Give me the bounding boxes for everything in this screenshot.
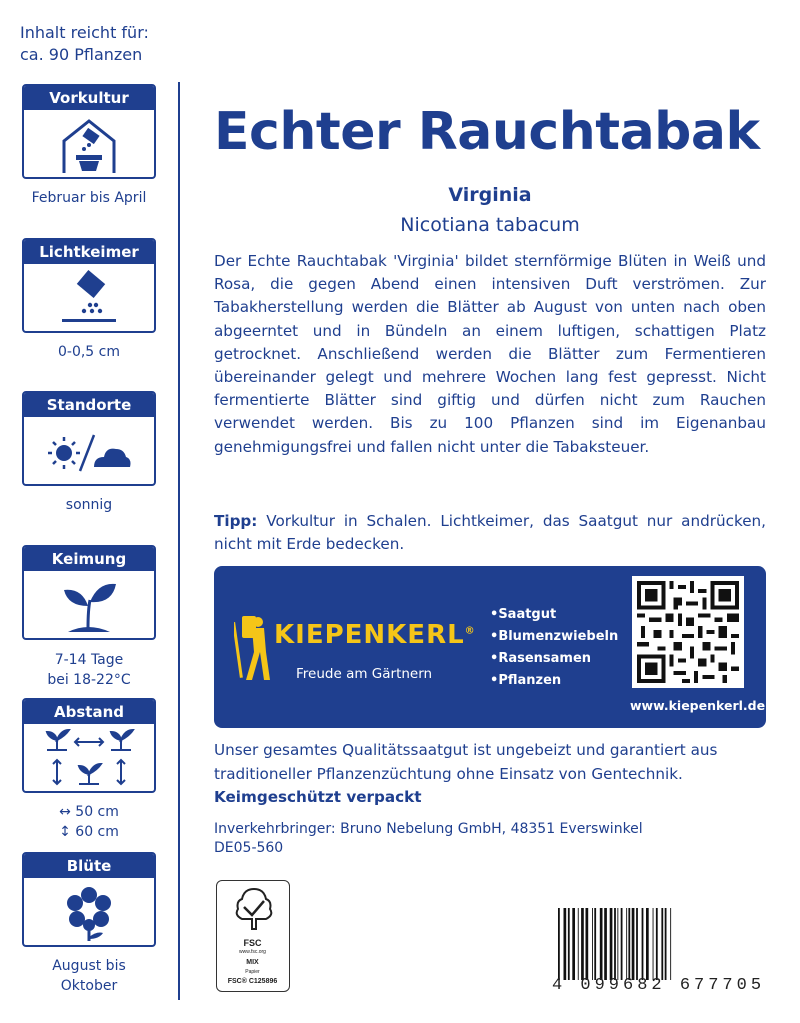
list-item: • Pflanzen — [490, 670, 618, 692]
info-caption-keimung — [0, 650, 178, 690]
fsc-code: FSC® C125896 — [227, 978, 278, 985]
sun-cloud-icon — [24, 419, 154, 484]
barcode-bar — [665, 908, 667, 980]
barcode-bar — [626, 908, 627, 980]
info-box-keimung — [22, 545, 156, 640]
barcode-bar — [670, 908, 671, 980]
info-box-vorkultur — [22, 84, 156, 179]
info-caption-standorte: sonnig — [65, 497, 113, 513]
info-caption-line: 7-14 Tage — [54, 652, 124, 668]
content-info — [20, 22, 149, 66]
seeds-on-surface-icon — [24, 266, 154, 331]
registered-mark: ® — [464, 625, 476, 637]
product-latin-name: Nicotiana tabacum — [400, 214, 580, 236]
tip-text: Vorkultur in Schalen. Lichtkeimer, das Saatgut nur andrücken, nicht mit Erde bedecken. — [214, 512, 766, 553]
quality-statement: Unser gesamtes Qualitätssaatgut ist ungebeizt und garantiert aus traditioneller Pflanzenzüchtung ohne Einsatz von Gentechnik. — [214, 741, 718, 783]
barcode-bar — [632, 908, 635, 980]
barcode-bar — [604, 908, 607, 980]
info-caption-line: Oktober — [60, 978, 118, 994]
barcode-bar — [558, 908, 560, 980]
qr-code-icon — [637, 581, 739, 683]
distributor-line: DE05-560 — [214, 840, 284, 856]
greenhouse-sowing-icon — [24, 112, 154, 177]
info-caption-lichtkeimer: 0-0,5 cm — [57, 344, 120, 360]
info-caption-line: ↕ 60 cm — [59, 824, 119, 840]
barcode-bar — [572, 908, 575, 980]
barcode-bar — [581, 908, 584, 980]
barcode-bar — [661, 908, 663, 980]
barcode-bar — [621, 908, 623, 980]
info-caption-line: ↔ 50 cm — [59, 804, 119, 820]
content-info-line1: Inhalt reicht für: — [20, 23, 149, 42]
barcode-bar — [628, 908, 630, 980]
product-description: Der Echte Rauchtabak 'Virginia' bildet sternförmige Blüten in Weiß und Rosa, die gegen Abend einen intensiven Duft verströmen. Zur Tabakherstellung werden die Blätter ab August von unten nach oben abgeerntet und in Bündeln an einem luftigen, schattigen Platz getrocknet. Anschließend werden die Blätter zum Fermentieren übereinander gelegt und mehrere Wochen lang fest gepresst. Nicht fermentierte Blätter sind giftig und dürfen nicht zum Rauchen verwendet werden. Bis zu 100 Pflanzen sind im Eigenanbau genehmigungsfrei und fallen nicht unter die Tabaksteuer. — [214, 252, 766, 456]
info-box-header: Vorkultur — [24, 86, 154, 110]
brand-banner — [214, 566, 766, 728]
flower-icon — [24, 880, 154, 945]
brand-slogan: Freude am Gärtnern — [296, 666, 433, 682]
content-info-line2: ca. 90 Pflanzen — [20, 45, 143, 64]
info-box-header: Abstand — [24, 700, 154, 724]
list-item: • Blumenzwiebeln — [490, 626, 618, 648]
info-caption-abstand — [0, 802, 178, 842]
barcode-bar — [610, 908, 613, 980]
info-box-bluete — [22, 852, 156, 947]
barcode-bar — [600, 908, 603, 980]
info-box-header: Standorte — [24, 393, 154, 417]
barcode-bar — [564, 908, 567, 980]
info-box-standorte — [22, 391, 156, 486]
info-sidebar — [0, 0, 178, 1023]
info-caption-vorkultur: Februar bis April — [31, 190, 147, 206]
barcode-bar — [578, 908, 579, 980]
barcode-bar — [592, 908, 593, 980]
barcode-digits: 4 099682 677705 — [552, 976, 766, 995]
barcode — [556, 908, 772, 980]
info-caption-line: August bis — [52, 958, 126, 974]
fsc-brand: FSC — [243, 938, 262, 948]
brand-url-link[interactable]: www.kiepenkerl.de — [630, 698, 766, 713]
kiepenkerl-logo-icon — [234, 614, 274, 684]
barcode-bar — [614, 908, 616, 980]
distributor-line: Inverkehrbringer: Bruno Nebelung GmbH, 48351 Everswinkel — [214, 821, 643, 837]
product-variety: Virginia — [448, 184, 532, 206]
qr-code[interactable] — [632, 576, 744, 688]
seedling-icon — [24, 573, 154, 638]
info-box-lichtkeimer — [22, 238, 156, 333]
product-title: Echter Rauchtabak — [214, 102, 760, 162]
list-item: • Rasensamen — [490, 648, 618, 670]
product-tip — [214, 510, 766, 556]
barcode-bar — [646, 908, 649, 980]
brand-product-list — [490, 604, 618, 692]
barcode-bar — [594, 908, 596, 980]
plant-spacing-icon — [24, 726, 154, 791]
barcode-bar — [617, 908, 618, 980]
barcode-bar — [656, 908, 658, 980]
barcode-bar — [653, 908, 654, 980]
info-box-header: Keimung — [24, 547, 154, 571]
quality-packaging-note: Keimgeschützt verpackt — [214, 788, 422, 806]
tip-label: Tipp: — [214, 512, 258, 530]
info-box-header: Lichtkeimer — [24, 240, 154, 264]
list-item: • Saatgut — [490, 604, 618, 626]
barcode-bar — [568, 908, 570, 980]
info-box-header: Blüte — [24, 854, 154, 878]
info-caption-bluete — [0, 956, 178, 996]
info-caption-line: bei 18-22°C — [47, 672, 131, 688]
fsc-label — [216, 880, 290, 992]
distributor-info — [214, 820, 643, 858]
fsc-tree-icon — [218, 881, 289, 937]
barcode-bar — [642, 908, 644, 980]
info-box-abstand — [22, 698, 156, 793]
barcode-bar — [636, 908, 638, 980]
brand-name-text: KIEPENKERL — [274, 620, 465, 650]
fsc-material: Papier — [245, 969, 260, 975]
brand-name — [274, 620, 476, 650]
fsc-url: www.fsc.org — [239, 949, 266, 955]
column-divider — [178, 82, 180, 1000]
barcode-bar — [586, 908, 589, 980]
fsc-mix: MIX — [246, 959, 259, 966]
